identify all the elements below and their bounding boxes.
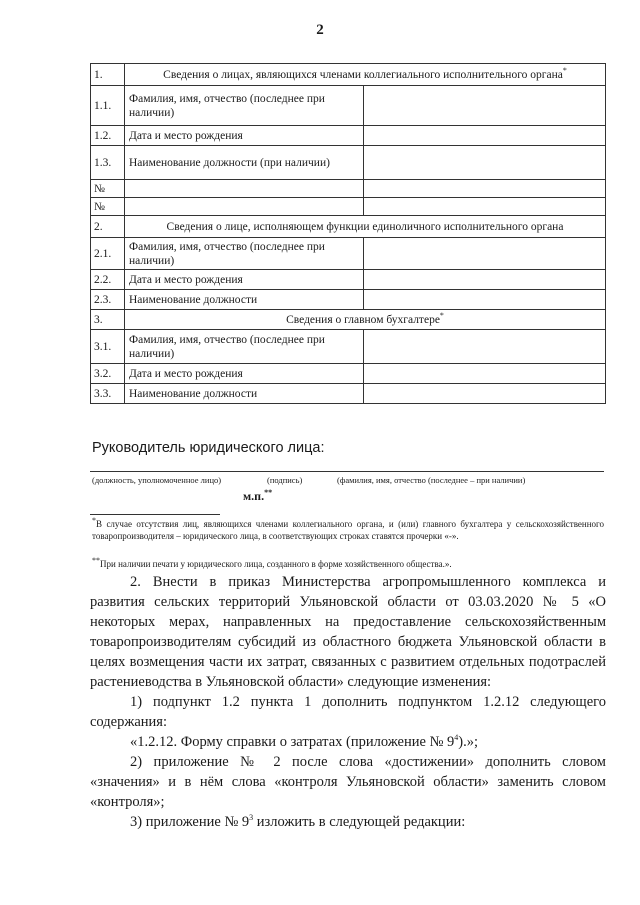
quote-end: ).»;	[458, 734, 479, 750]
paragraph-item-1: 1) подпункт 1.2 пункта 1 дополнить подпунктом 1.2.12 следующего содержания:	[90, 694, 606, 730]
table-row	[91, 198, 606, 216]
row-number: №	[91, 180, 125, 198]
table-row	[91, 86, 606, 126]
quote-text: «1.2.12. Форму справки о затратах (приложение № 9	[130, 734, 455, 750]
item-3-sup: 3	[249, 813, 254, 823]
table-row	[91, 64, 606, 86]
caption-position: (должность, уполномоченное лицо)	[92, 475, 222, 485]
row-number: 3.2.	[91, 364, 125, 384]
page-number: 2	[316, 22, 324, 38]
field-value	[364, 384, 606, 404]
table-row	[91, 364, 606, 384]
footnote-mark: *	[562, 65, 567, 75]
row-number: 1.1.	[91, 86, 125, 126]
table-row	[91, 238, 606, 270]
field-value	[364, 180, 606, 198]
body-text	[90, 572, 606, 832]
section-heading	[125, 216, 606, 238]
field-label: Фамилия, имя, отчество (последнее при наличии)	[125, 330, 364, 364]
field-label: Наименование должности (при наличии)	[125, 146, 364, 180]
row-number: 3.1.	[91, 330, 125, 364]
paragraph-quote	[90, 732, 606, 752]
field-value	[364, 238, 606, 270]
field-label: Наименование должности	[125, 290, 364, 310]
table-row	[91, 330, 606, 364]
row-number: 3.	[91, 310, 125, 330]
field-label: Дата и место рождения	[125, 270, 364, 290]
row-number: 1.	[91, 64, 125, 86]
field-value	[364, 146, 606, 180]
section-heading	[125, 310, 606, 330]
caption-name: (фамилия, имя, отчество (последнее – при наличии)	[337, 475, 526, 485]
footnote-2	[92, 558, 604, 570]
section-heading	[125, 64, 606, 86]
row-number: №	[91, 198, 125, 216]
field-value	[364, 290, 606, 310]
field-value	[364, 86, 606, 126]
field-label: Фамилия, имя, отчество (последнее при наличии)	[125, 86, 364, 126]
info-table	[90, 63, 606, 404]
row-number: 2.	[91, 216, 125, 238]
footnote-1-text: В случае отсутствия лиц, являющихся членами коллегиального органа, и (или) главного бухгалтера у сельскохозяйственного товаропроизводителя – юридического лица, в соответствующих строках ставятся прочерки «-».	[92, 519, 604, 541]
table-row	[91, 384, 606, 404]
field-label: Дата и место рождения	[125, 364, 364, 384]
table-row	[91, 180, 606, 198]
section-heading-text: Сведения о лице, исполняющем функции единоличного исполнительного органа	[166, 220, 564, 233]
stamp-footnote-mark: **	[264, 488, 273, 497]
footnote-2-text: При наличии печати у юридического лица, созданного в форме хозяйственного общества.».	[100, 559, 452, 569]
table-row	[91, 126, 606, 146]
row-number: 2.3.	[91, 290, 125, 310]
quote-sup: 4	[454, 733, 459, 743]
item-3-end: изложить в следующей редакции:	[253, 814, 466, 830]
footnote-1	[92, 518, 604, 542]
row-number: 1.2.	[91, 126, 125, 146]
stamp-text: м.п.	[243, 489, 265, 503]
section-heading-text: Сведения о главном бухгалтере	[286, 313, 440, 326]
field-label	[125, 180, 364, 198]
row-number: 3.3.	[91, 384, 125, 404]
table-row	[91, 290, 606, 310]
footnote-1-mark: *	[92, 516, 96, 525]
table-row	[91, 310, 606, 330]
table-row	[91, 270, 606, 290]
table-row	[91, 216, 606, 238]
field-value	[364, 270, 606, 290]
paragraph-item-3	[90, 812, 606, 832]
row-number: 2.1.	[91, 238, 125, 270]
field-label: Дата и место рождения	[125, 126, 364, 146]
signature-line	[90, 471, 604, 472]
row-number: 1.3.	[91, 146, 125, 180]
field-label: Наименование должности	[125, 384, 364, 404]
info-table-body	[91, 64, 606, 404]
footnote-2-mark: **	[92, 556, 100, 565]
field-value	[364, 330, 606, 364]
footnote-mark: *	[439, 310, 444, 320]
field-value	[364, 126, 606, 146]
field-label	[125, 198, 364, 216]
footnote-rule	[90, 514, 220, 515]
field-value	[364, 364, 606, 384]
table-row	[91, 146, 606, 180]
section-heading-text: Сведения о лицах, являющихся членами коллегиального исполнительного органа	[163, 68, 563, 81]
field-value	[364, 198, 606, 216]
head-label: Руководитель юридического лица:	[92, 440, 325, 456]
row-number: 2.2.	[91, 270, 125, 290]
caption-signature: (подпись)	[267, 475, 303, 485]
paragraph-amend: 2. Внести в приказ Министерства агропромышленного комплекса и развития сельских территорий Ульяновской области от 03.03.2020 № 5 «О некоторых мерах, направленных на предоставление сельскохозяйственным товаропроизводителям субсидий из областного бюджета Ульяновской области в целях возмещения части их затрат, связанных с развитием отдельных подотраслей растениеводства в Ульяновской области» следующие изменения:	[90, 574, 606, 690]
field-label: Фамилия, имя, отчество (последнее при наличии)	[125, 238, 364, 270]
paragraph-item-2: 2) приложение № 2 после слова «достижении» дополнить словом «значения» и в нём слова «контроля Ульяновской области» заменить словом «контроля»;	[90, 754, 606, 810]
signature-caption	[92, 475, 525, 485]
item-3-text: 3) приложение № 9	[130, 814, 250, 830]
stamp-label	[243, 489, 272, 504]
